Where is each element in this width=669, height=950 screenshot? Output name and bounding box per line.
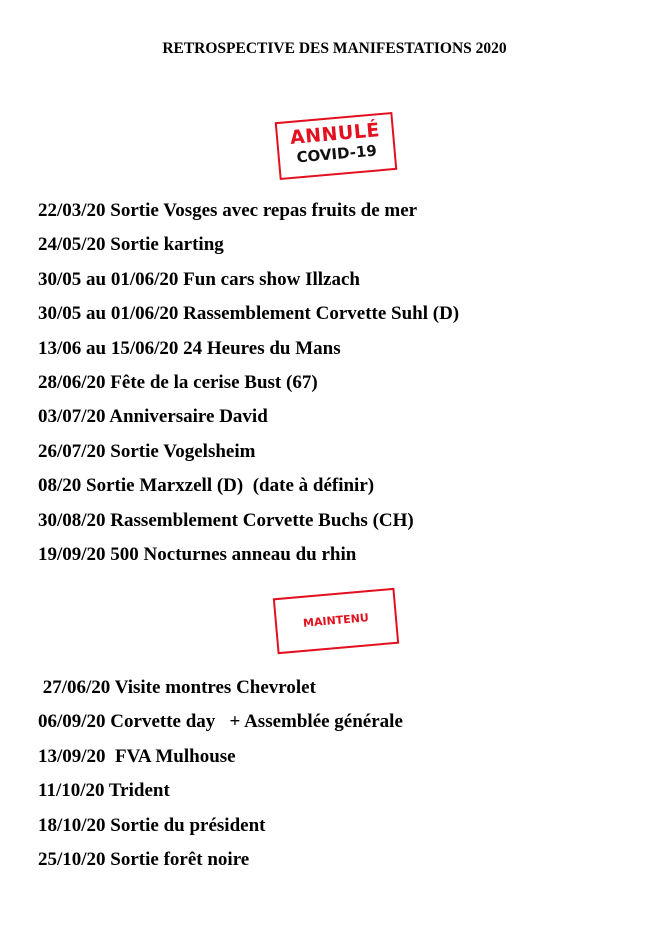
stamp-maintained-label: MAINTENU: [302, 611, 370, 630]
list-item: 30/05 au 01/06/20 Rassemblement Corvette Suhl (D): [38, 303, 460, 325]
list-item: 11/10/20 Trident: [38, 780, 170, 802]
list-item: 08/20 Sortie Marxzell (D) (date à définir): [38, 475, 375, 497]
list-item: 18/10/20 Sortie du président: [38, 814, 266, 836]
list-item: 27/06/20 Visite montres Chevrolet: [38, 677, 316, 698]
list-item: 19/09/20 500 Nocturnes anneau du rhin: [38, 543, 357, 565]
list-item: 28/06/20 Fête de la cerise Bust (67): [38, 371, 318, 393]
list-item: 13/09/20 FVA Mulhouse: [38, 745, 236, 767]
list-item: 22/03/20 Sortie Vosges avec repas fruits de mer: [38, 200, 418, 221]
list-item: 03/07/20 Anniversaire David: [38, 406, 268, 428]
stamp-cancelled-label: ANNULÉ: [289, 119, 381, 149]
list-item: 26/07/20 Sortie Vogelsheim: [38, 440, 256, 462]
list-item: 24/05/20 Sortie karting: [38, 234, 224, 256]
list-item: 30/08/20 Rassemblement Corvette Buchs (CH): [38, 509, 414, 531]
maintained-events-list: [38, 671, 403, 877]
page-title: RETROSPECTIVE DES MANIFESTATIONS 2020: [162, 40, 507, 57]
list-item: 13/06 au 15/06/20 24 Heures du Mans: [38, 337, 341, 359]
list-item: 30/05 au 01/06/20 Fun cars show Illzach: [38, 268, 360, 290]
cancelled-covid-stamp: [275, 112, 398, 180]
list-item: 06/09/20 Corvette day + Assemblée générale: [38, 711, 403, 733]
maintained-stamp: [273, 588, 399, 654]
cancelled-events-list: [38, 194, 459, 572]
stamp-covid-label: COVID-19: [295, 141, 378, 167]
list-item: 25/10/20 Sortie forêt noire: [38, 848, 250, 870]
